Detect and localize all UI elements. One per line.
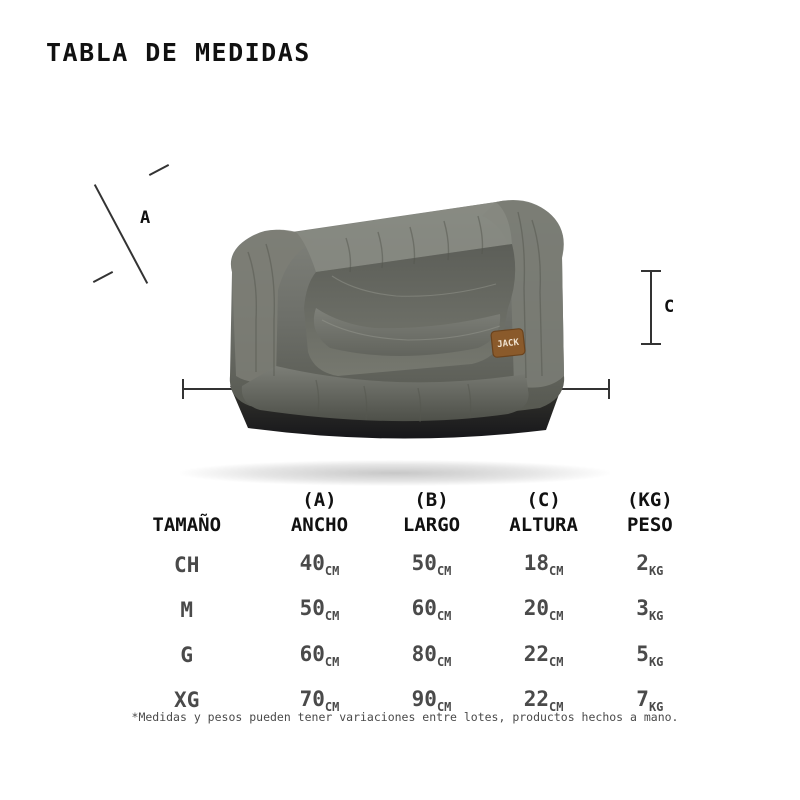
- cell-peso: [600, 633, 700, 678]
- table-footnote: *Medidas y pesos pueden tener variaciones entre lotes, productos hechos a mano.: [131, 710, 679, 724]
- unit-peso: KG: [648, 609, 664, 624]
- value-largo: 60: [411, 596, 437, 621]
- header-tamano: [110, 488, 263, 542]
- dimension-c-cap-bottom: [641, 343, 661, 345]
- unit-peso: KG: [648, 654, 664, 669]
- cell-largo: [375, 587, 487, 632]
- size-table: [110, 488, 700, 723]
- unit-largo: CM: [436, 699, 452, 714]
- cell-ancho: [263, 587, 375, 632]
- dimension-a-line: [94, 184, 151, 284]
- header-altura-top: (C): [526, 489, 561, 511]
- value-ancho: 70: [299, 686, 325, 711]
- dimension-b-cap-right: [608, 379, 610, 399]
- dimension-a-label: A: [140, 208, 151, 228]
- unit-peso: KG: [648, 564, 664, 579]
- page-title: TABLA DE MEDIDAS: [46, 38, 311, 67]
- cell-altura: [488, 633, 600, 678]
- table-row: [110, 633, 700, 678]
- brand-tag: [491, 328, 526, 357]
- cell-size: M: [180, 597, 194, 622]
- value-ancho: 50: [299, 596, 325, 621]
- header-ancho-bottom: ANCHO: [290, 514, 349, 537]
- value-altura: 22: [523, 641, 550, 666]
- table-row: [110, 587, 700, 632]
- unit-peso: KG: [648, 699, 664, 714]
- cell-size: CH: [174, 552, 200, 577]
- header-ancho: [263, 488, 375, 542]
- header-peso-top: (KG): [626, 489, 673, 511]
- unit-ancho: CM: [324, 699, 340, 714]
- cell-peso: [600, 587, 700, 632]
- value-peso: 3: [636, 596, 649, 621]
- header-peso: [600, 488, 700, 542]
- dimension-c-cap-top: [641, 270, 661, 272]
- cell-size: G: [180, 643, 194, 668]
- cell-peso: [600, 542, 700, 587]
- dimension-a-cap-top: [149, 164, 169, 176]
- header-ancho-top: (A): [302, 489, 337, 511]
- header-largo: [375, 488, 487, 542]
- unit-altura: CM: [549, 564, 564, 579]
- header-tamano-bottom: TAMAÑO: [152, 514, 222, 537]
- table-header-row: [110, 488, 700, 542]
- product-diagram: [0, 130, 800, 460]
- dimension-c-line: [650, 270, 652, 344]
- value-altura: 20: [523, 596, 550, 621]
- cell-largo: [375, 542, 487, 587]
- dimension-b-cap-left: [182, 379, 184, 399]
- header-largo-bottom: LARGO: [402, 514, 461, 537]
- unit-ancho: CM: [324, 564, 340, 579]
- unit-altura: CM: [549, 609, 564, 624]
- cell-altura: [488, 542, 600, 587]
- value-largo: 50: [411, 551, 437, 576]
- header-largo-top: (B): [414, 489, 449, 511]
- value-largo: 80: [411, 641, 437, 666]
- unit-altura: CM: [549, 699, 564, 714]
- unit-ancho: CM: [324, 654, 340, 669]
- cell-largo: [375, 633, 487, 678]
- header-peso-bottom: PESO: [626, 514, 673, 537]
- table-row: [110, 542, 700, 587]
- size-table-container: [110, 488, 700, 723]
- value-ancho: 60: [299, 641, 325, 666]
- header-altura-bottom: ALTURA: [509, 514, 578, 537]
- unit-largo: CM: [436, 609, 452, 624]
- value-peso: 2: [636, 551, 649, 576]
- svg-text:JACK: JACK: [496, 337, 520, 351]
- dimension-c-label: C: [664, 297, 675, 317]
- cell-ancho: [263, 633, 375, 678]
- dimension-a-cap-bottom: [93, 271, 113, 283]
- header-altura: [488, 488, 600, 542]
- dog-bed-illustration: [196, 180, 596, 470]
- unit-largo: CM: [436, 564, 452, 579]
- cell-ancho: [263, 542, 375, 587]
- cell-size: XG: [174, 688, 200, 713]
- unit-altura: CM: [549, 654, 564, 669]
- value-peso: 5: [636, 641, 649, 666]
- value-altura: 22: [523, 686, 550, 711]
- value-altura: 18: [523, 551, 550, 576]
- unit-largo: CM: [436, 654, 452, 669]
- value-peso: 7: [636, 686, 649, 711]
- cell-altura: [488, 587, 600, 632]
- unit-ancho: CM: [324, 609, 340, 624]
- value-ancho: 40: [299, 551, 325, 576]
- value-largo: 90: [411, 686, 437, 711]
